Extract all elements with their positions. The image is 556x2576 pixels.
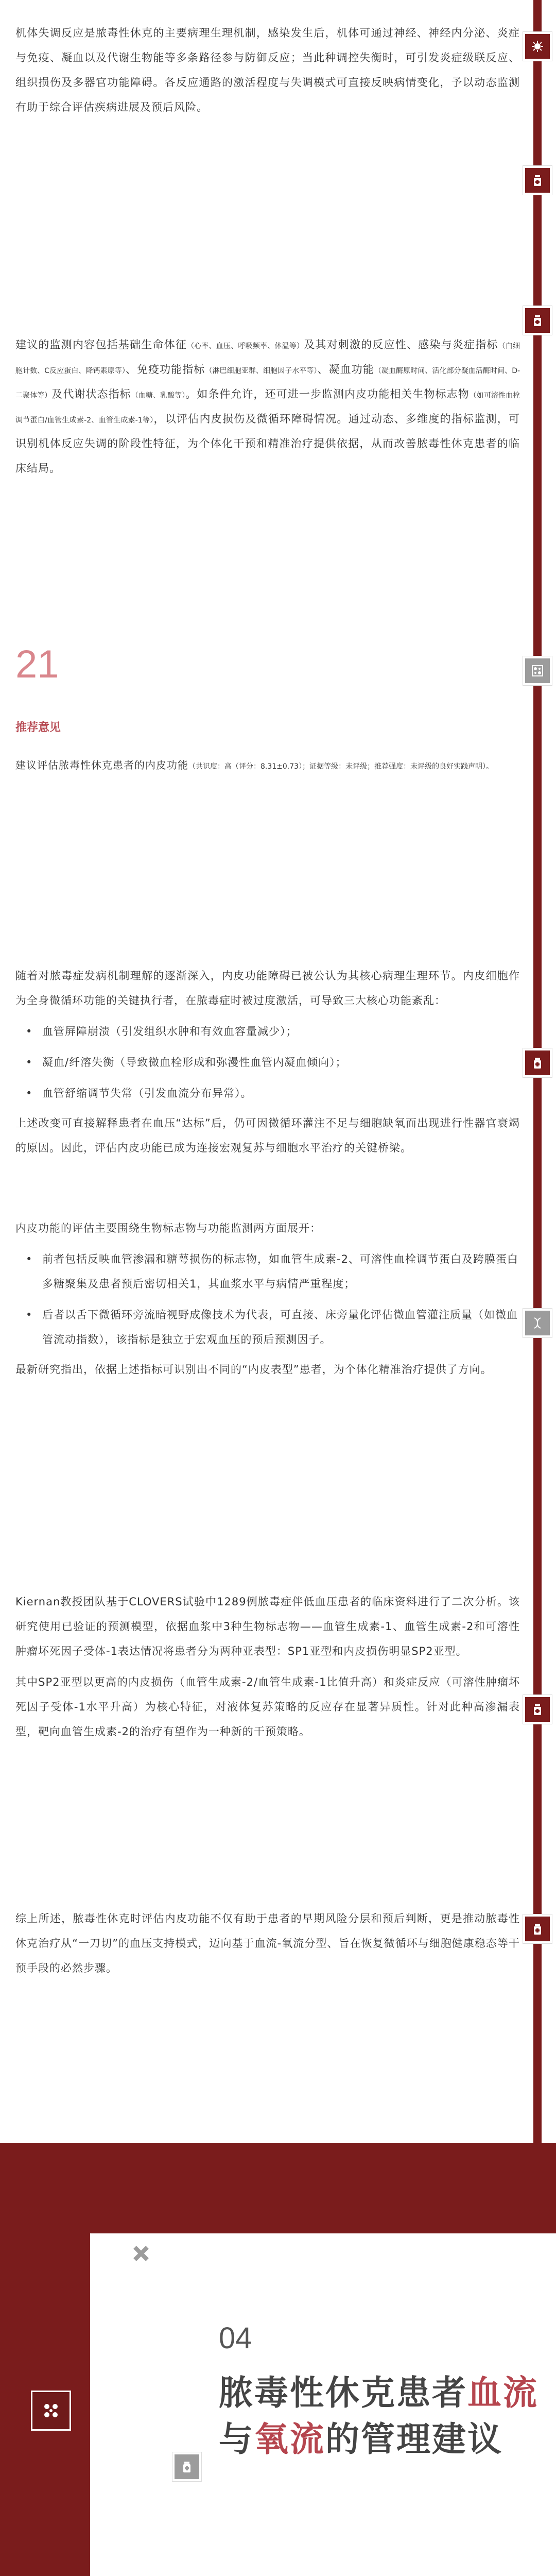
title-part: 的管理建议 bbox=[325, 2419, 503, 2459]
rationale-intro: 随着对脓毒症发病机制理解的逐渐深入，内皮功能障碍已被公认为其核心病理生理环节。内皮细胞作为全身微循环功能的关键执行者，在脓毒症时被过度激活，可导致三大核心功能紊乱： bbox=[15, 970, 520, 1007]
list-item: • 后者以舌下微循环旁流暗视野成像技术为代表，可直接、床旁量化评估微血管灌注质量（如微血管流动指数），该指标是独立于宏观血压的预后预测因子。 bbox=[26, 1302, 520, 1352]
monitoring-section bbox=[15, 332, 520, 481]
list-item: • 血管舒缩调节失常（引发血流分布异常）。 bbox=[26, 1081, 520, 1106]
title-part: 脓毒性休克患者 bbox=[219, 2373, 467, 2413]
bottle-icon-5 bbox=[523, 1914, 552, 1943]
monitoring-text-b: 及其对刺激的反应性、感染与炎症指标 bbox=[304, 338, 498, 351]
summary-section bbox=[15, 1906, 520, 1980]
list-item: • 凝血/纤溶失衡（导致微血栓形成和弥漫性血管内凝血倾向）； bbox=[26, 1050, 520, 1075]
study-paragraph-1: Kiernan教授团队基于CLOVERS试验中1289例脓毒症伴低血压患者的临床资料进行了二次分析。该研究使用已验证的预测模型，依据血浆中3种生物标志物——血管生成素-1、血管生成素-2和可溶性肿瘤坏死因子受体-1表达情况将患者分为两种亚表型：SP1亚型和内皮损伤明显SP2亚型。 bbox=[15, 1596, 520, 1657]
recommendation-label: 推荐意见 bbox=[15, 721, 61, 734]
recommendation-21 bbox=[15, 755, 520, 775]
cells-icon bbox=[31, 2391, 71, 2431]
title-part: 与 bbox=[219, 2419, 254, 2459]
virus-icon bbox=[523, 32, 552, 61]
bottle-icon-grey bbox=[172, 2452, 201, 2481]
section-number: 04 bbox=[219, 2321, 252, 2355]
monitoring-text-d: 、凝血功能 bbox=[317, 363, 374, 376]
dna-icon bbox=[523, 1309, 552, 1337]
list-item: • 前者包括反映血管渗漏和糖萼损伤的标志物，如血管生成素-2、可溶性血栓调节蛋白及跨膜蛋白多糖聚集及患者预后密切相关1，其血浆水平与病情严重程度； bbox=[26, 1247, 520, 1296]
summary-paragraph: 综上所述，脓毒性休克时评估内皮功能不仅有助于患者的早期风险分层和预后判断，更是推动脓毒性休克治疗从“一刀切”的血压支持模式，迈向基于血流-氧流分型、旨在恢复微循环与细胞健康稳态等干预手段的必然步骤。 bbox=[15, 1912, 520, 1974]
recommendation-number: 21 bbox=[15, 642, 59, 686]
monitoring-text-c: 、免疫功能指标 bbox=[125, 363, 205, 376]
intro-paragraph: 机体失调反应是脓毒性休克的主要病理生理机制，感染发生后，机体可通过神经、神经内分泌、炎症与免疫、凝血以及代谢生物能等多条路径参与防御反应；当此种调控失衡时，可引发炎症级联反应、组织损伤及多器官功能障碍。各反应通路的激活程度与失调模式可直接反映病情变化，予以动态监测有助于综合评估疾病进展及预后风险。 bbox=[15, 27, 520, 113]
section-banner bbox=[0, 2143, 556, 2233]
monitoring-text-e: 及代谢状态指标 bbox=[51, 388, 131, 400]
intro-section bbox=[15, 21, 520, 120]
monitoring-note-f: （如可溶性血栓调节蛋白/血管生成素-2、血管生成素-1等） bbox=[15, 392, 520, 425]
tools-list bbox=[15, 1247, 520, 1352]
rec21-evidence: （共识度：高（评分：8.31±0.73）；证据等级：未评级；推荐强度：未评级的良好实践声明）。 bbox=[188, 762, 494, 771]
monitoring-text-f: 。如条件允许，还可进一步监测内皮功能相关生物标志物 bbox=[185, 388, 470, 400]
rationale-section bbox=[15, 963, 520, 1160]
tools-intro: 内皮功能的评估主要围绕生物标志物与功能监测两方面展开： bbox=[15, 1222, 321, 1234]
monitoring-note-a: （心率、血压、呼吸频率、体温等） bbox=[187, 342, 304, 350]
recommendation-text bbox=[15, 755, 520, 775]
bottle-icon bbox=[523, 166, 552, 195]
monitoring-note-e: （血糖、乳酸等） bbox=[131, 392, 186, 400]
monitoring-note-c: （淋巴细胞亚群、细胞因子水平等） bbox=[205, 367, 318, 375]
study-section bbox=[15, 1589, 520, 1744]
cell-grid-icon bbox=[523, 656, 552, 685]
study-paragraph-2: 其中SP2亚型以更高的内皮损伤（血管生成素-2/血管生成素-1比值升高）和炎症反应（可溶性肿瘤坏死因子受体-1水平升高）为核心特征，对液体复苏策略的反应存在显著异质性。针对此种高渗漏表型，靶向血管生成素-2的治疗有望作为一种新的干预策略。 bbox=[15, 1676, 520, 1738]
monitoring-note-b: （白细胞计数、C反应蛋白、降钙素原等） bbox=[15, 342, 520, 375]
monitoring-text-a: 建议的监测内容包括基础生命体征 bbox=[15, 338, 187, 351]
bottle-icon-2 bbox=[523, 306, 552, 335]
title-highlight: 血流 bbox=[467, 2373, 538, 2413]
rationale-list bbox=[15, 1019, 520, 1106]
section-title bbox=[219, 2370, 538, 2463]
x-mark-icon bbox=[121, 2233, 161, 2274]
tools-after: 最新研究指出，依据上述指标可识别出不同的“内皮表型”患者，为个体化精准治疗提供了方向。 bbox=[15, 1363, 492, 1376]
monitoring-paragraph bbox=[15, 332, 520, 481]
monitoring-text-g: ，以评估内皮损伤及微循环障碍情况。通过动态、多维度的指标监测，可识别机体反应失调的阶段性特征，为个体化干预和精准治疗提供依据，从而改善脓毒性休克患者的临床结局。 bbox=[15, 413, 520, 474]
bottle-icon-3 bbox=[523, 1048, 552, 1077]
tools-section bbox=[15, 1216, 520, 1382]
section-04-header bbox=[0, 2143, 556, 2576]
list-item: • 血管屏障崩溃（引发组织水肿和有效血容量减少）； bbox=[26, 1019, 520, 1044]
rec21-text: 建议评估脓毒性休克患者的内皮功能 bbox=[15, 759, 188, 771]
bottle-icon-4 bbox=[523, 1695, 552, 1724]
title-highlight: 氧流 bbox=[254, 2419, 325, 2459]
monitoring-note-d: （凝血酶原时间、活化部分凝血活酶时间、D-二聚体等） bbox=[15, 367, 520, 400]
rationale-after: 上述改变可直接解释患者在血压“达标”后，仍可因微循环灌注不足与细胞缺氧而出现进行性器官衰竭的原因。因此，评估内皮功能已成为连接宏观复苏与细胞水平治疗的关键桥梁。 bbox=[15, 1117, 520, 1154]
